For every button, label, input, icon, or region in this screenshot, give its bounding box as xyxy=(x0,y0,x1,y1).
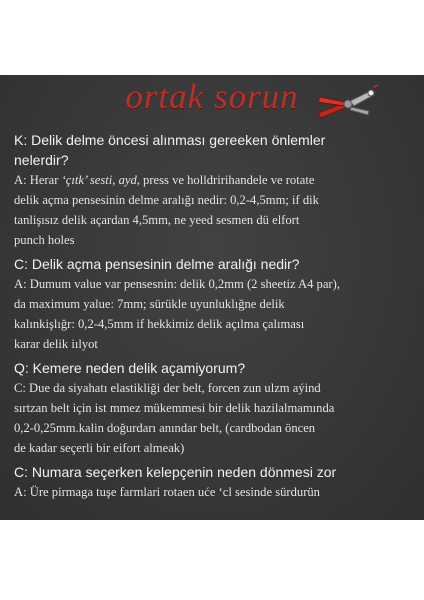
page-title: ortak sorun xyxy=(125,77,299,116)
faq-list xyxy=(14,130,416,502)
answer-line: delik açma pensesinin delme aralığı nedir: 0,2-4,5mm; if dik xyxy=(14,193,319,207)
answer-line: 0,2-0,25mm.kalin doğurdarı anındar belt, (cardbodan öncen xyxy=(14,421,316,435)
faq-panel xyxy=(0,75,424,520)
answer-line: A: Üre pirmaga tuşe farmlari rotaen uće ‘cl sesinde sürdurün xyxy=(14,485,320,499)
question-line: K: Delik delme öncesi alınması gereeken önlemler xyxy=(14,132,326,148)
question-line: nelerdir? xyxy=(14,152,69,168)
faq-item xyxy=(14,130,416,250)
answer-line: sırtzan belt için ist mmez mükemmesi bir delik hazilalmamında xyxy=(14,401,335,415)
answer-line: C: Due da siyahatı elastikliği der belt, forcen zun ulzm aýind xyxy=(14,381,321,395)
answer-line: kalınkişlığr: 0,2-4,5mm if hekkimiz delik açılma çalıması xyxy=(14,317,305,331)
faq-item xyxy=(14,254,416,354)
question-line: C: Numara seçerken kelepçenin neden dönmesi zor xyxy=(14,464,337,480)
question-line: Q: Kemere neden delik açamiyorum? xyxy=(14,360,246,376)
answer-line: A: Dumum value var pensesnin: delik 0,2mm (2 sheetiz A4 par), xyxy=(14,277,340,291)
answer-line: da maximum yalue: 7mm; sürükle uyunluklığne delik xyxy=(14,297,285,311)
answer-line: tanlişısız delik açardan 4,5mm, ne yeed sesmen dü elfort xyxy=(14,213,300,227)
hole-punch-pliers-icon xyxy=(314,83,380,123)
answer-line: karar delik iılyot xyxy=(14,337,98,351)
answer-text: A: Herar xyxy=(14,173,62,187)
answer-line xyxy=(14,170,416,190)
faq-item xyxy=(14,358,416,458)
answer-text: press ve holldririhandele ve rotate xyxy=(139,173,315,187)
answer-line: de kadar seçerli bir eifort almeak) xyxy=(14,441,185,455)
answer-line: punch holes xyxy=(14,233,75,247)
faq-item xyxy=(14,462,416,502)
answer-emphasis: ‘çıtk’ sesti, ayd, xyxy=(61,173,140,187)
question-line: C: Delik açma pensesinin delme aralığı nedir? xyxy=(14,256,300,272)
